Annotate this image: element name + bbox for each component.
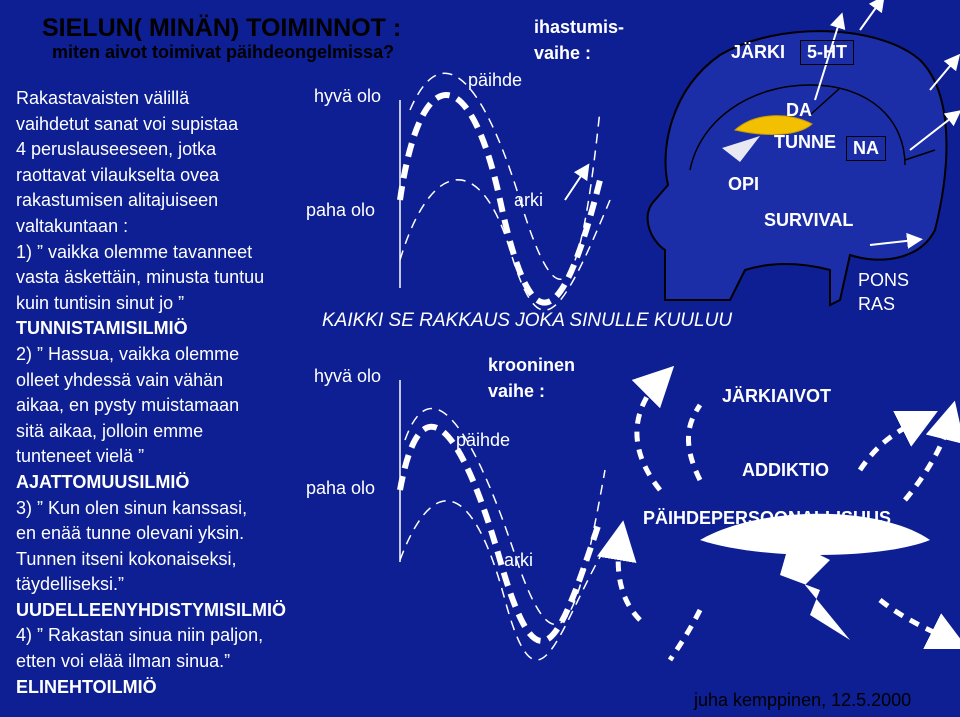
addiction-jarkiaivot: JÄRKIAIVOT <box>722 386 832 406</box>
phenomenon-heading: UUDELLEENYHDISTYMISILMIÖ <box>16 599 287 620</box>
top-wave <box>400 73 610 310</box>
left-text-line: Rakastavaisten välillä <box>16 88 190 108</box>
dash-arrow-6 <box>880 600 950 640</box>
bottom-wave <box>400 380 610 660</box>
left-text-line: en enää tunne olevani yksin. <box>16 523 245 544</box>
left-text-line: valtakuntaan : <box>16 215 129 236</box>
left-text-line: aikaa, en pysty muistamaan <box>16 395 240 416</box>
bottom-wave-thick <box>400 427 600 641</box>
dash-arrow-2 <box>688 405 700 480</box>
phenomenon-heading: TUNNISTAMISILMIÖ <box>16 318 188 339</box>
dash-arrow-1 <box>637 380 660 490</box>
brain-pons: PONS <box>858 270 910 290</box>
head-silhouette <box>648 31 947 305</box>
top-paihde: päihde <box>468 70 523 90</box>
left-text-line: 4) ” Rakastan sinua niin paljon, <box>16 625 264 646</box>
left-text-line: 2) ” Hassua, vaikka olemme <box>16 343 240 364</box>
brain-jarki: JÄRKI <box>731 42 786 62</box>
left-text-line: kuin tuntisin sinut jo ” <box>16 292 185 313</box>
brain-arrow-2 <box>860 2 880 30</box>
brain-arrow-3 <box>930 60 955 90</box>
addiction-paihdepersoonallisuus: PÄIHDEPERSOONALLISUUS <box>643 508 892 528</box>
top-wave-arrow <box>565 170 585 200</box>
page-title: SIELUN( MINÄN) TOIMINNOT : <box>42 14 402 42</box>
brain-survival: SURVIVAL <box>764 210 854 230</box>
bottom-paha-olo: paha olo <box>306 478 376 498</box>
brain-tunne: TUNNE <box>774 132 836 152</box>
left-text-line: täydelliseksi.” <box>16 574 125 595</box>
left-text-line: Tunnen itseni kokonaiseksi, <box>16 548 237 569</box>
left-text-line: vasta äskettäin, minusta tuntuu <box>16 267 265 288</box>
brain-da: DA <box>786 100 812 120</box>
addiction-addiktio: ADDIKTIO <box>742 460 829 480</box>
dash-arrow-3 <box>860 420 920 470</box>
left-text-line: etten voi elää ilman sinua.” <box>16 651 231 672</box>
bottom-arki: arki <box>504 550 534 570</box>
left-text-line: 4 peruslauseeseen, jotka <box>16 139 217 160</box>
bottom-paihde: päihde <box>456 430 511 450</box>
dash-arrow-5 <box>618 540 640 620</box>
left-text-line: tunteneet vielä ” <box>16 446 145 467</box>
left-text-line: vaihdetut sanat voi supistaa <box>16 113 239 134</box>
left-text-line: rakastumisen alitajuiseen <box>16 190 219 211</box>
author-footer: juha kemppinen, 12.5.2000 <box>694 690 912 710</box>
lightning-bolt <box>780 540 850 640</box>
bottom-hyva-olo: hyvä olo <box>314 366 382 386</box>
left-text-line: olleet yhdessä vain vähän <box>16 369 224 390</box>
brain-opi: OPI <box>728 174 760 194</box>
left-text-line: 3) ” Kun olen sinun kanssasi, <box>16 497 248 518</box>
top-phase-label: ihastumis- vaihe : <box>534 17 625 63</box>
left-text-line: 1) ” vaikka olemme tavanneet <box>16 241 253 262</box>
phenomenon-heading: AJATTOMUUSILMIÖ <box>16 471 190 492</box>
phenomenon-heading: ELINEHTOILMIÖ <box>16 676 157 697</box>
dash-arrow-7 <box>670 610 700 660</box>
brain-ras: RAS <box>858 294 896 314</box>
bottom-phase-label: krooninen vaihe : <box>488 355 576 401</box>
left-text-line: sitä aikaa, jolloin emme <box>16 420 204 441</box>
brain-na: NA <box>846 136 886 161</box>
top-arki: arki <box>514 190 544 210</box>
left-text-line: raottavat vilaukselta ovea <box>16 164 220 185</box>
brain-5ht: 5-HT <box>800 40 854 65</box>
top-hyva-olo: hyvä olo <box>314 86 382 106</box>
top-paha-olo: paha olo <box>306 200 376 220</box>
top-wave-thin-1 <box>410 73 600 279</box>
center-statement: KAIKKI SE RAKKAUS JOKA SINULLE KUULUU <box>322 310 733 331</box>
page-subtitle: miten aivot toimivat päihdeongelmissa? <box>52 42 395 62</box>
dash-arrow-4 <box>905 420 950 500</box>
